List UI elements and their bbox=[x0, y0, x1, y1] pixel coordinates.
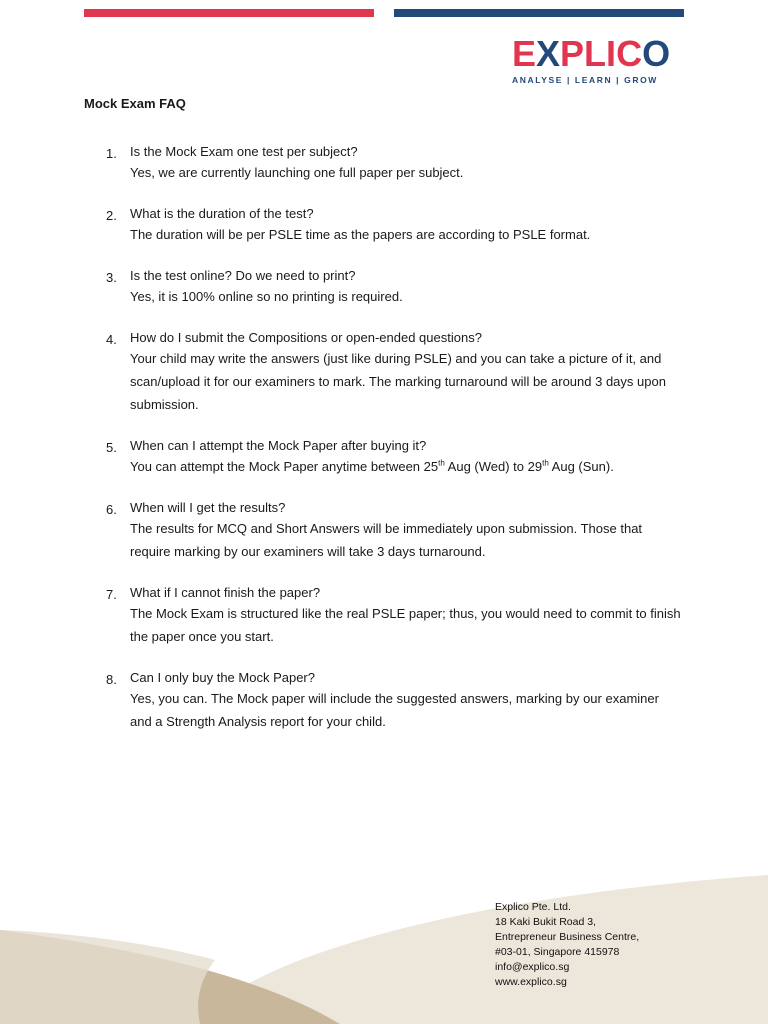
company-name: Explico Pte. Ltd. bbox=[495, 901, 571, 913]
company-address bbox=[495, 900, 639, 990]
faq-answer: Your child may write the answers (just like during PSLE) and you can take a picture of it, and scan/upload it for our examiners to mark. The marking turnaround will be around 3 days upon submission. bbox=[130, 351, 666, 412]
logo-letter: E bbox=[512, 33, 537, 74]
logo-letter: C bbox=[616, 33, 643, 74]
faq-question: Is the Mock Exam one test per subject? bbox=[130, 144, 358, 159]
website-text: www.explico.sg bbox=[495, 976, 567, 988]
faq-item bbox=[84, 583, 684, 648]
faq-number: 7. bbox=[106, 587, 117, 602]
logo-letter: P bbox=[560, 33, 585, 74]
faq-number: 4. bbox=[106, 332, 117, 347]
faq-number: 1. bbox=[106, 146, 117, 161]
faq-question: Is the test online? Do we need to print? bbox=[130, 268, 356, 283]
ordinal-suffix: th bbox=[438, 458, 445, 468]
faq-answer-text: Aug (Wed) to 29 bbox=[444, 459, 543, 474]
faq-item bbox=[84, 204, 684, 246]
faq-answer-text: Aug (Sun). bbox=[548, 459, 614, 474]
email-text: info@explico.sg bbox=[495, 961, 570, 973]
logo-letter: I bbox=[606, 33, 617, 74]
ordinal-suffix: th bbox=[542, 458, 549, 468]
logo-tagline: ANALYSE | LEARN | GROW bbox=[512, 75, 658, 85]
header-red-bar bbox=[84, 9, 374, 17]
header-blue-bar bbox=[394, 9, 684, 17]
faq-number: 8. bbox=[106, 672, 117, 687]
logo-wordmark bbox=[512, 34, 670, 74]
faq-number: 3. bbox=[106, 270, 117, 285]
faq-question: When will I get the results? bbox=[130, 500, 286, 515]
faq-answer bbox=[130, 455, 684, 478]
footer-decoration bbox=[0, 860, 768, 1024]
address-line: #03-01, Singapore 415978 bbox=[495, 946, 620, 958]
logo-letter: L bbox=[584, 33, 607, 74]
faq-answer: Yes, we are currently launching one full paper per subject. bbox=[130, 165, 464, 180]
faq-question: Can I only buy the Mock Paper? bbox=[130, 670, 315, 685]
address-line: 18 Kaki Bukit Road 3, bbox=[495, 916, 596, 928]
footer-light-wave bbox=[0, 930, 215, 1024]
faq-item bbox=[84, 328, 684, 416]
faq-number: 2. bbox=[106, 208, 117, 223]
faq-item bbox=[84, 266, 684, 308]
faq-answer: Yes, you can. The Mock paper will include the suggested answers, marking by our examiner and a Strength Analysis report for your child. bbox=[130, 691, 659, 729]
faq-list bbox=[84, 142, 684, 753]
explico-logo bbox=[508, 34, 678, 86]
faq-item bbox=[84, 436, 684, 478]
logo-letter: O bbox=[642, 33, 671, 74]
faq-question: What if I cannot finish the paper? bbox=[130, 585, 321, 600]
faq-answer-text: You can attempt the Mock Paper anytime between 25 bbox=[130, 459, 439, 474]
faq-number: 5. bbox=[106, 440, 117, 455]
faq-number: 6. bbox=[106, 502, 117, 517]
faq-question: What is the duration of the test? bbox=[130, 206, 314, 221]
logo-letter: X bbox=[536, 33, 561, 74]
faq-answer: The results for MCQ and Short Answers will be immediately upon submission. Those that require marking by our examiners will take 3 days turnaround. bbox=[130, 521, 643, 559]
faq-item bbox=[84, 498, 684, 563]
address-line: Entrepreneur Business Centre, bbox=[495, 931, 640, 943]
faq-answer: The Mock Exam is structured like the real PSLE paper; thus, you would need to commit to finish the paper once you start. bbox=[130, 606, 681, 644]
logo-wordmark-text bbox=[512, 33, 670, 74]
faq-answer: The duration will be per PSLE time as the papers are according to PSLE format. bbox=[130, 227, 591, 242]
page-title: Mock Exam FAQ bbox=[84, 96, 186, 111]
faq-item bbox=[84, 668, 684, 733]
faq-item bbox=[84, 142, 684, 184]
faq-question: How do I submit the Compositions or open-ended questions? bbox=[130, 330, 482, 345]
faq-answer: Yes, it is 100% online so no printing is required. bbox=[130, 289, 403, 304]
faq-question: When can I attempt the Mock Paper after buying it? bbox=[130, 438, 427, 453]
